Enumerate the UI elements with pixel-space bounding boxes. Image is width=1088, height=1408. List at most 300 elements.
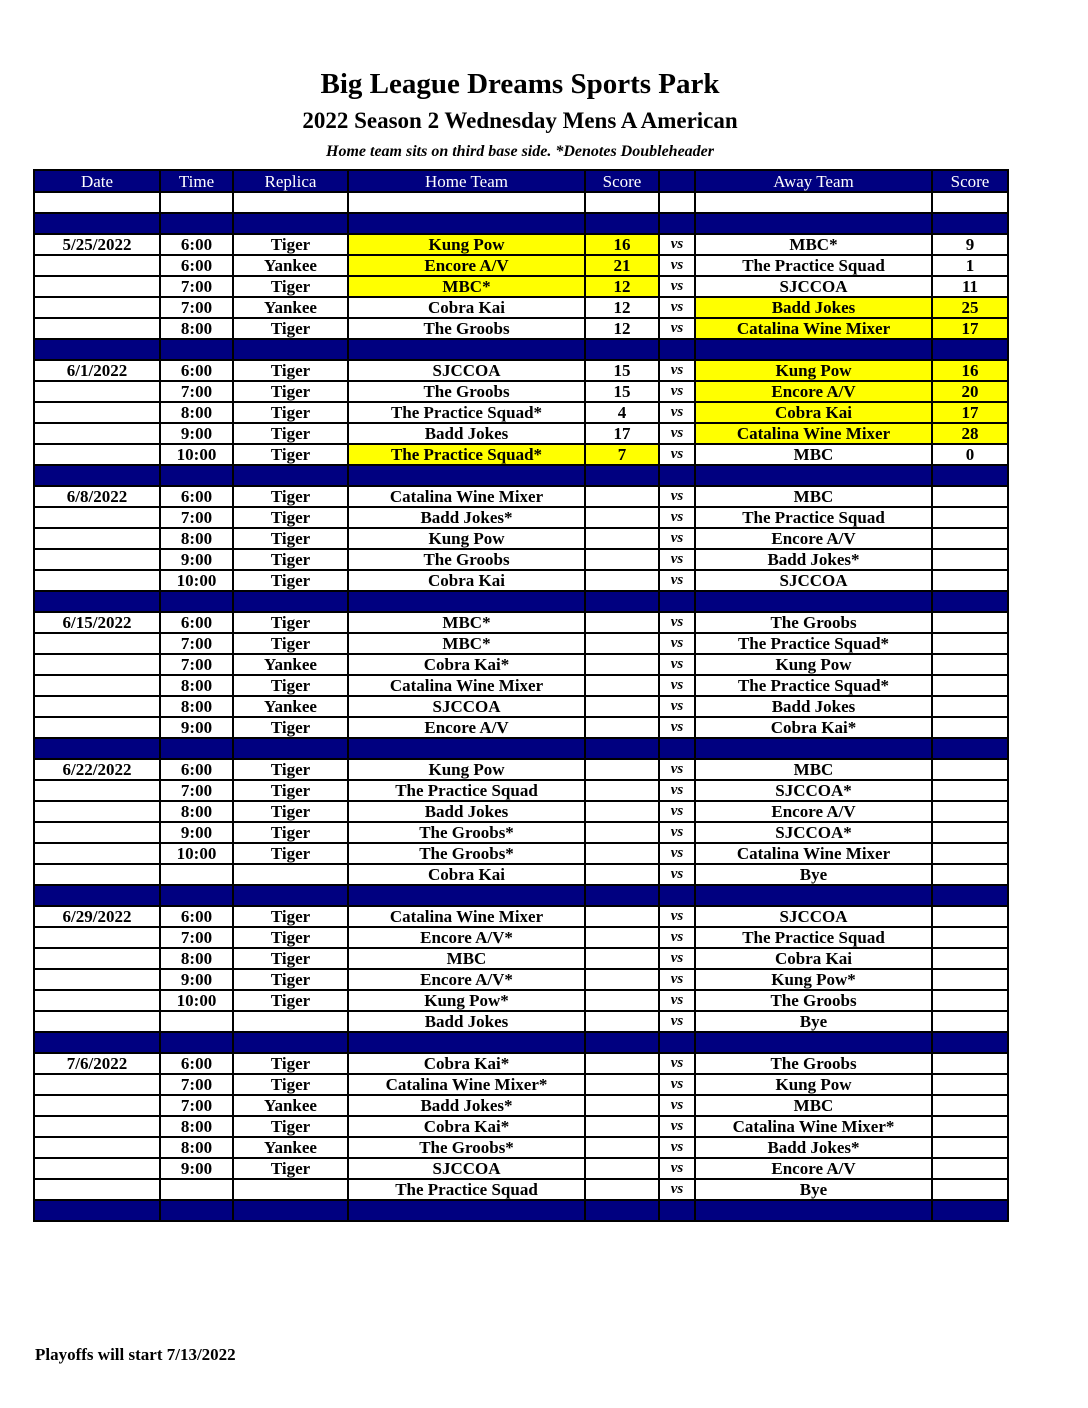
band-cell (932, 465, 1008, 486)
page-title: Big League Dreams Sports Park (320, 68, 720, 100)
date-cell (34, 633, 160, 654)
away-team-cell: The Groobs (695, 990, 932, 1011)
away-score-cell (932, 780, 1008, 801)
band-cell (160, 738, 233, 759)
replica-cell: Tiger (233, 675, 348, 696)
date-cell (34, 822, 160, 843)
home-team-cell: The Practice Squad (348, 1179, 585, 1200)
date-cell (34, 864, 160, 885)
away-team-cell: Catalina Wine Mixer (695, 318, 932, 339)
home-team-cell: Cobra Kai* (348, 654, 585, 675)
home-team-cell: Kung Pow* (348, 990, 585, 1011)
vs-cell: vs (659, 1095, 695, 1116)
home-score-cell (585, 1011, 659, 1032)
time-cell: 7:00 (160, 1095, 233, 1116)
band-cell (659, 1200, 695, 1221)
replica-cell: Tiger (233, 276, 348, 297)
date-cell: 6/8/2022 (34, 486, 160, 507)
column-header: Score (932, 170, 1008, 192)
home-team-cell: The Groobs* (348, 843, 585, 864)
band-cell (34, 339, 160, 360)
home-team-cell: Encore A/V* (348, 969, 585, 990)
away-score-cell (932, 864, 1008, 885)
game-row (34, 318, 1008, 339)
vs-cell: vs (659, 444, 695, 465)
game-row (34, 780, 1008, 801)
vs-cell: vs (659, 360, 695, 381)
vs-cell: vs (659, 507, 695, 528)
band-cell (348, 339, 585, 360)
home-team-cell: MBC* (348, 612, 585, 633)
column-header: Score (585, 170, 659, 192)
game-row (34, 633, 1008, 654)
game-row (34, 1053, 1008, 1074)
empty-cell (659, 192, 695, 213)
vs-cell: vs (659, 864, 695, 885)
band-cell (233, 885, 348, 906)
game-row (34, 276, 1008, 297)
away-team-cell: Cobra Kai (695, 402, 932, 423)
band-cell (695, 339, 932, 360)
away-score-cell (932, 528, 1008, 549)
replica-cell: Tiger (233, 423, 348, 444)
away-score-cell: 20 (932, 381, 1008, 402)
column-header: Date (34, 170, 160, 192)
band-cell (348, 465, 585, 486)
game-row (34, 612, 1008, 633)
home-score-cell: 17 (585, 423, 659, 444)
home-team-cell: Badd Jokes (348, 423, 585, 444)
time-cell: 7:00 (160, 654, 233, 675)
away-team-cell: Encore A/V (695, 528, 932, 549)
home-score-cell (585, 990, 659, 1011)
game-row (34, 297, 1008, 318)
away-team-cell: Badd Jokes (695, 297, 932, 318)
home-team-cell: Catalina Wine Mixer (348, 906, 585, 927)
date-cell: 6/22/2022 (34, 759, 160, 780)
home-team-cell: MBC* (348, 276, 585, 297)
away-score-cell (932, 486, 1008, 507)
vs-cell: vs (659, 318, 695, 339)
away-team-cell: SJCCOA (695, 276, 932, 297)
away-score-cell (932, 549, 1008, 570)
band-cell (932, 339, 1008, 360)
separator-band (34, 1200, 1008, 1221)
away-team-cell: Kung Pow (695, 360, 932, 381)
game-row (34, 927, 1008, 948)
date-cell (34, 780, 160, 801)
away-score-cell (932, 948, 1008, 969)
game-row (34, 507, 1008, 528)
time-cell: 10:00 (160, 990, 233, 1011)
date-cell (34, 1158, 160, 1179)
away-team-cell: The Groobs (695, 612, 932, 633)
replica-cell: Tiger (233, 990, 348, 1011)
away-team-cell: The Practice Squad (695, 507, 932, 528)
away-team-cell: The Practice Squad* (695, 633, 932, 654)
replica-cell: Tiger (233, 1074, 348, 1095)
column-header: Time (160, 170, 233, 192)
away-team-cell: SJCCOA* (695, 780, 932, 801)
away-score-cell (932, 570, 1008, 591)
home-team-cell: Cobra Kai* (348, 1053, 585, 1074)
game-row (34, 717, 1008, 738)
date-cell (34, 654, 160, 675)
away-score-cell (932, 822, 1008, 843)
vs-cell: vs (659, 969, 695, 990)
band-cell (160, 591, 233, 612)
away-team-cell: Encore A/V (695, 1158, 932, 1179)
replica-cell: Tiger (233, 612, 348, 633)
band-cell (585, 1032, 659, 1053)
band-cell (695, 885, 932, 906)
band-cell (932, 591, 1008, 612)
time-cell: 9:00 (160, 1158, 233, 1179)
away-score-cell (932, 990, 1008, 1011)
game-row (34, 255, 1008, 276)
time-cell: 8:00 (160, 1137, 233, 1158)
vs-cell: vs (659, 696, 695, 717)
home-score-cell: 12 (585, 318, 659, 339)
replica-cell: Tiger (233, 1116, 348, 1137)
away-score-cell (932, 696, 1008, 717)
away-score-cell (932, 1179, 1008, 1200)
home-team-cell: SJCCOA (348, 360, 585, 381)
band-cell (160, 1032, 233, 1053)
time-cell: 6:00 (160, 360, 233, 381)
away-team-cell: MBC* (695, 234, 932, 255)
game-row (34, 1179, 1008, 1200)
time-cell (160, 1011, 233, 1032)
band-cell (659, 465, 695, 486)
time-cell: 7:00 (160, 1074, 233, 1095)
band-cell (932, 213, 1008, 234)
game-row (34, 381, 1008, 402)
away-score-cell (932, 1053, 1008, 1074)
date-cell (34, 423, 160, 444)
game-row (34, 990, 1008, 1011)
date-cell (34, 444, 160, 465)
date-cell (34, 255, 160, 276)
time-cell: 8:00 (160, 948, 233, 969)
away-score-cell (932, 906, 1008, 927)
band-cell (233, 465, 348, 486)
home-score-cell (585, 906, 659, 927)
vs-cell: vs (659, 1137, 695, 1158)
away-score-cell: 28 (932, 423, 1008, 444)
date-cell (34, 801, 160, 822)
game-row (34, 1116, 1008, 1137)
home-score-cell (585, 612, 659, 633)
vs-cell: vs (659, 549, 695, 570)
time-cell: 9:00 (160, 423, 233, 444)
time-cell: 6:00 (160, 906, 233, 927)
band-cell (160, 465, 233, 486)
away-team-cell: Cobra Kai (695, 948, 932, 969)
playoffs-note: Playoffs will start 7/13/2022 (35, 1345, 236, 1364)
empty-cell (160, 192, 233, 213)
vs-cell: vs (659, 255, 695, 276)
band-cell (585, 591, 659, 612)
band-cell (659, 591, 695, 612)
schedule-table (33, 169, 1009, 1222)
away-score-cell: 9 (932, 234, 1008, 255)
home-score-cell (585, 1074, 659, 1095)
vs-cell: vs (659, 612, 695, 633)
page-subtitle: 2022 Season 2 Wednesday Mens A American (302, 108, 738, 133)
time-cell: 8:00 (160, 696, 233, 717)
game-row (34, 234, 1008, 255)
time-cell: 10:00 (160, 444, 233, 465)
band-cell (932, 738, 1008, 759)
vs-cell: vs (659, 633, 695, 654)
vs-cell: vs (659, 948, 695, 969)
separator-band (34, 213, 1008, 234)
home-score-cell (585, 717, 659, 738)
away-team-cell: Badd Jokes (695, 696, 932, 717)
away-team-cell: The Practice Squad (695, 927, 932, 948)
band-cell (695, 213, 932, 234)
home-score-cell (585, 654, 659, 675)
home-team-cell: The Groobs* (348, 822, 585, 843)
time-cell: 6:00 (160, 234, 233, 255)
date-cell (34, 402, 160, 423)
away-score-cell (932, 843, 1008, 864)
away-score-cell: 17 (932, 402, 1008, 423)
home-team-cell: The Practice Squad* (348, 444, 585, 465)
band-cell (348, 1200, 585, 1221)
home-team-cell: SJCCOA (348, 696, 585, 717)
game-row (34, 843, 1008, 864)
band-cell (932, 1032, 1008, 1053)
separator-band (34, 738, 1008, 759)
date-cell (34, 507, 160, 528)
game-row (34, 486, 1008, 507)
away-score-cell: 16 (932, 360, 1008, 381)
away-team-cell: The Groobs (695, 1053, 932, 1074)
separator-band (34, 885, 1008, 906)
band-cell (233, 1032, 348, 1053)
game-row (34, 801, 1008, 822)
away-score-cell (932, 969, 1008, 990)
home-score-cell (585, 1053, 659, 1074)
home-team-cell: Encore A/V* (348, 927, 585, 948)
vs-cell: vs (659, 843, 695, 864)
replica-cell: Tiger (233, 927, 348, 948)
home-team-cell: Catalina Wine Mixer (348, 675, 585, 696)
vs-cell: vs (659, 990, 695, 1011)
replica-cell: Yankee (233, 297, 348, 318)
band-cell (233, 591, 348, 612)
home-team-cell: Cobra Kai* (348, 1116, 585, 1137)
home-score-cell (585, 969, 659, 990)
home-score-cell (585, 1179, 659, 1200)
band-cell (160, 885, 233, 906)
band-cell (34, 1200, 160, 1221)
column-header: Replica (233, 170, 348, 192)
replica-cell: Tiger (233, 486, 348, 507)
home-team-cell: Encore A/V (348, 255, 585, 276)
home-team-cell: The Groobs (348, 318, 585, 339)
game-row (34, 969, 1008, 990)
replica-cell: Tiger (233, 948, 348, 969)
date-cell (34, 990, 160, 1011)
home-score-cell (585, 633, 659, 654)
game-row (34, 864, 1008, 885)
date-cell: 7/6/2022 (34, 1053, 160, 1074)
game-row (34, 360, 1008, 381)
replica-cell: Tiger (233, 507, 348, 528)
replica-cell: Tiger (233, 780, 348, 801)
separator-band (34, 591, 1008, 612)
vs-cell: vs (659, 906, 695, 927)
time-cell: 8:00 (160, 318, 233, 339)
home-score-cell (585, 696, 659, 717)
time-cell: 9:00 (160, 549, 233, 570)
home-team-cell: The Groobs (348, 549, 585, 570)
band-cell (585, 885, 659, 906)
time-cell: 6:00 (160, 255, 233, 276)
time-cell: 7:00 (160, 381, 233, 402)
replica-cell: Tiger (233, 318, 348, 339)
time-cell: 7:00 (160, 297, 233, 318)
column-header: Away Team (695, 170, 932, 192)
band-cell (659, 339, 695, 360)
away-team-cell: Catalina Wine Mixer (695, 843, 932, 864)
date-cell (34, 297, 160, 318)
away-team-cell: Badd Jokes* (695, 1137, 932, 1158)
away-team-cell: Catalina Wine Mixer* (695, 1116, 932, 1137)
away-score-cell (932, 1095, 1008, 1116)
away-team-cell: MBC (695, 759, 932, 780)
date-cell (34, 675, 160, 696)
separator-band (34, 465, 1008, 486)
date-cell (34, 276, 160, 297)
date-cell (34, 843, 160, 864)
vs-cell: vs (659, 234, 695, 255)
band-cell (585, 465, 659, 486)
band-cell (34, 591, 160, 612)
vs-cell: vs (659, 1158, 695, 1179)
home-team-cell: Cobra Kai (348, 570, 585, 591)
game-row (34, 906, 1008, 927)
home-score-cell: 15 (585, 381, 659, 402)
replica-cell: Tiger (233, 759, 348, 780)
band-cell (585, 213, 659, 234)
game-row (34, 444, 1008, 465)
date-cell (34, 1179, 160, 1200)
band-cell (160, 339, 233, 360)
game-row (34, 528, 1008, 549)
vs-cell: vs (659, 381, 695, 402)
home-team-cell: The Groobs* (348, 1137, 585, 1158)
band-cell (659, 213, 695, 234)
date-cell: 6/15/2022 (34, 612, 160, 633)
vs-cell: vs (659, 654, 695, 675)
home-team-cell: Cobra Kai (348, 297, 585, 318)
band-cell (34, 1032, 160, 1053)
replica-cell: Yankee (233, 255, 348, 276)
home-team-cell: Badd Jokes (348, 801, 585, 822)
game-row (34, 402, 1008, 423)
replica-cell: Tiger (233, 549, 348, 570)
home-score-cell: 15 (585, 360, 659, 381)
away-team-cell: Encore A/V (695, 801, 932, 822)
vs-cell: vs (659, 423, 695, 444)
home-score-cell: 4 (585, 402, 659, 423)
date-cell (34, 927, 160, 948)
date-cell (34, 1095, 160, 1116)
date-cell (34, 696, 160, 717)
empty-cell (348, 192, 585, 213)
time-cell: 6:00 (160, 759, 233, 780)
away-team-cell: Kung Pow* (695, 969, 932, 990)
header-row (34, 170, 1008, 192)
time-cell: 8:00 (160, 675, 233, 696)
band-cell (695, 1032, 932, 1053)
time-cell: 7:00 (160, 780, 233, 801)
away-team-cell: Kung Pow (695, 654, 932, 675)
away-score-cell (932, 1158, 1008, 1179)
away-score-cell (932, 654, 1008, 675)
away-score-cell (932, 633, 1008, 654)
date-cell (34, 717, 160, 738)
vs-cell: vs (659, 717, 695, 738)
away-team-cell: SJCCOA* (695, 822, 932, 843)
home-score-cell (585, 1116, 659, 1137)
home-team-cell: Cobra Kai (348, 864, 585, 885)
vs-cell: vs (659, 780, 695, 801)
empty-cell (585, 192, 659, 213)
date-cell: 6/29/2022 (34, 906, 160, 927)
band-cell (348, 213, 585, 234)
home-score-cell (585, 780, 659, 801)
home-score-cell (585, 759, 659, 780)
game-row (34, 570, 1008, 591)
vs-cell: vs (659, 528, 695, 549)
game-row (34, 1137, 1008, 1158)
home-score-cell (585, 570, 659, 591)
band-cell (932, 885, 1008, 906)
game-row (34, 948, 1008, 969)
band-cell (695, 591, 932, 612)
away-score-cell: 0 (932, 444, 1008, 465)
away-team-cell: Encore A/V (695, 381, 932, 402)
away-score-cell (932, 717, 1008, 738)
time-cell: 8:00 (160, 528, 233, 549)
separator-band (34, 339, 1008, 360)
replica-cell: Tiger (233, 906, 348, 927)
home-team-cell: The Practice Squad (348, 780, 585, 801)
band-cell (233, 1200, 348, 1221)
replica-cell: Tiger (233, 360, 348, 381)
away-team-cell: The Practice Squad (695, 255, 932, 276)
vs-cell: vs (659, 1053, 695, 1074)
replica-cell: Tiger (233, 633, 348, 654)
home-team-cell: Kung Pow (348, 234, 585, 255)
away-score-cell (932, 675, 1008, 696)
band-cell (695, 465, 932, 486)
away-score-cell (932, 927, 1008, 948)
home-score-cell (585, 843, 659, 864)
vs-cell: vs (659, 1116, 695, 1137)
vs-cell: vs (659, 1074, 695, 1095)
replica-cell (233, 1179, 348, 1200)
home-score-cell (585, 927, 659, 948)
time-cell: 9:00 (160, 822, 233, 843)
date-cell (34, 1116, 160, 1137)
away-team-cell: Bye (695, 1011, 932, 1032)
